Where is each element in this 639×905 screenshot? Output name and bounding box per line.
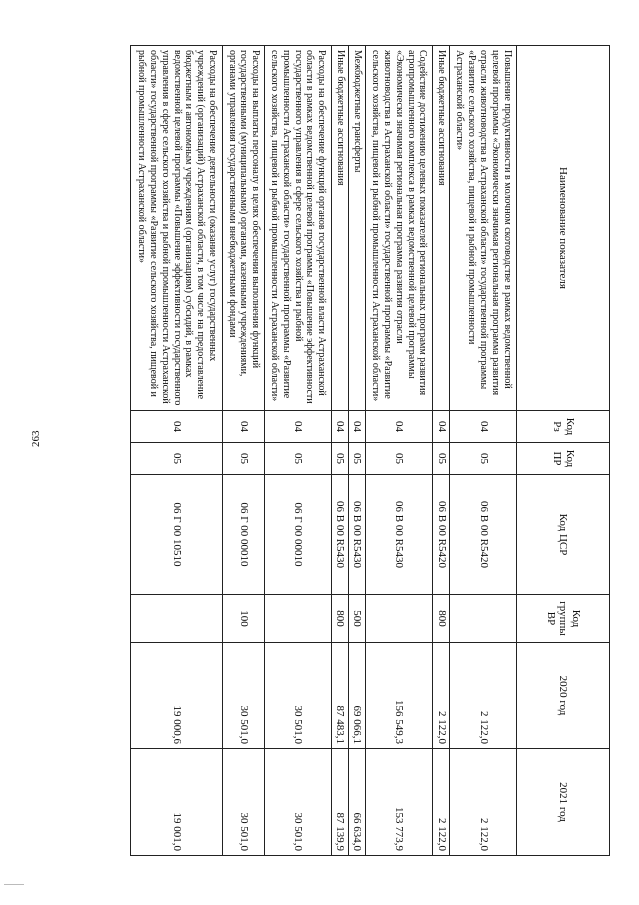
row-pr: 05 <box>450 443 517 475</box>
budget-table-frame <box>130 45 610 855</box>
row-vr <box>450 595 517 643</box>
table-row <box>432 46 449 856</box>
header-csr: Код ЦСР <box>517 475 610 595</box>
row-csr: 06 Г 00 00010 <box>223 475 264 595</box>
row-csr: 06 В 00 R5430 <box>366 475 433 595</box>
row-csr: 06 В 00 R5430 <box>331 475 348 595</box>
row-2020: 2 122,0 <box>432 643 449 749</box>
row-name: Расходы на обеспечение функций органов государственной власти Астраханской области в рамках ведомственной целевой программы «Повышение эффективности государственного управления в сфере сельского хозяйства и рыбной промышленности Астраханской области» государственной программы «Развитие сельского хозяйства, пищевой и рыбной промышленности Астраханской области» <box>264 46 331 411</box>
row-pr: 05 <box>432 443 449 475</box>
row-2021: 66 634,0 <box>348 749 365 856</box>
row-name: Межбюджетные трансферты <box>348 46 365 411</box>
table-row <box>223 46 264 856</box>
table-row <box>331 46 348 856</box>
row-2021: 87 139,9 <box>331 749 348 856</box>
page-number: 263 <box>30 430 42 447</box>
row-2021: 30 501,0 <box>264 749 331 856</box>
row-vr: 100 <box>223 595 264 643</box>
row-vr <box>131 595 223 643</box>
row-2020: 69 066,1 <box>348 643 365 749</box>
row-csr: 06 В 00 R5430 <box>348 475 365 595</box>
row-name: Содействие достижению целевых показателей региональных программ развития агропромышленного комплекса в рамках ведомственной целевой программы «Экономически значимая региональная программа развития отрасли животноводства в Астраханской области» государственной программы «Развитие сельского хозяйства, пищевой и рыбной промышленности Астраханской области» <box>366 46 433 411</box>
row-rz: 04 <box>348 411 365 443</box>
table-row <box>348 46 365 856</box>
row-2021: 2 122,0 <box>432 749 449 856</box>
budget-table <box>130 45 610 856</box>
header-vr: Код группы ВР <box>517 595 610 643</box>
row-pr: 05 <box>366 443 433 475</box>
row-2020: 156 549,3 <box>366 643 433 749</box>
table-row <box>131 46 223 856</box>
row-name: Расходы на выплаты персоналу в целях обеспечения выполнения функций государственными (муниципальными) органами, казенными учреждениями, органами управления государственными внебюджетными фондами <box>223 46 264 411</box>
row-vr <box>264 595 331 643</box>
row-pr: 05 <box>131 443 223 475</box>
row-rz: 04 <box>264 411 331 443</box>
row-2020: 30 501,0 <box>223 643 264 749</box>
header-2020: 2020 год <box>517 643 610 749</box>
table-row <box>264 46 331 856</box>
row-pr: 05 <box>223 443 264 475</box>
row-pr: 05 <box>264 443 331 475</box>
header-2021: 2021 год <box>517 749 610 856</box>
row-pr: 05 <box>331 443 348 475</box>
row-name: Иные бюджетные ассигнования <box>432 46 449 411</box>
row-csr: 06 Г 00 10510 <box>131 475 223 595</box>
row-csr: 06 В 00 R5420 <box>450 475 517 595</box>
table-row <box>366 46 433 856</box>
row-pr: 05 <box>348 443 365 475</box>
row-vr: 500 <box>348 595 365 643</box>
row-2020: 2 122,0 <box>450 643 517 749</box>
row-2020: 30 501,0 <box>264 643 331 749</box>
row-csr: 06 В 00 R5420 <box>432 475 449 595</box>
row-name: Расходы на обеспечение деятельности (оказание услуг) государственных учреждений (организаций) Астраханской области, в том числе на предоставление бюджетным и автономным учреждениям (организациям) субсидий, в рамках ведомственной целевой программы «Повышение эффективности государственного управления в сфере сельского хозяйства и рыбной промышленности Астраханской области» государственной программы «Развитие сельского хозяйства, пищевой и рыбной промышленности Астраханской области» <box>131 46 223 411</box>
row-rz: 04 <box>223 411 264 443</box>
row-rz: 04 <box>366 411 433 443</box>
row-2021: 2 122,0 <box>450 749 517 856</box>
table-header-row <box>517 46 610 856</box>
row-2021: 153 773,9 <box>366 749 433 856</box>
scan-artifact-line <box>4 884 24 885</box>
row-2020: 87 483,1 <box>331 643 348 749</box>
row-vr: 800 <box>331 595 348 643</box>
row-rz: 04 <box>131 411 223 443</box>
row-csr: 06 Г 00 00010 <box>264 475 331 595</box>
table-row <box>450 46 517 856</box>
row-2021: 30 501,0 <box>223 749 264 856</box>
row-2020: 19 000,6 <box>131 643 223 749</box>
row-vr: 800 <box>432 595 449 643</box>
row-2021: 19 001,0 <box>131 749 223 856</box>
row-name: Иные бюджетные ассигнования <box>331 46 348 411</box>
header-pr: Код ПР <box>517 443 610 475</box>
row-vr <box>366 595 433 643</box>
row-rz: 04 <box>450 411 517 443</box>
row-rz: 04 <box>432 411 449 443</box>
header-rz: Код Рз <box>517 411 610 443</box>
row-rz: 04 <box>331 411 348 443</box>
header-name: Наименование показателя <box>517 46 610 411</box>
row-name: Повышение продуктивности в молочном скотоводстве в рамках ведомственной целевой программы «Экономически значимая региональная программа развития отрасли животноводства в Астраханской области» государственной программы «Развитие сельского хозяйства, пищевой и рыбной промышленности Астраханской области» <box>450 46 517 411</box>
